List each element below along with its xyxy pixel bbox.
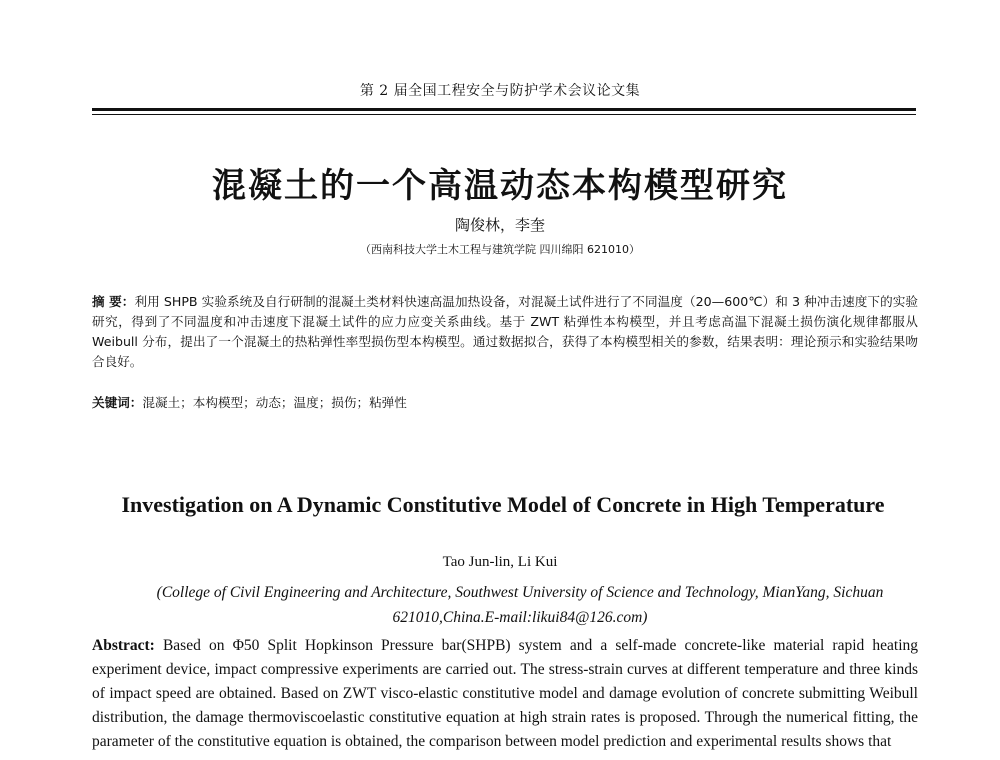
english-title: Investigation on A Dynamic Constitutive Model of Concrete in High Temperature <box>121 492 885 517</box>
english-abstract-label: Abstract: <box>92 637 155 654</box>
chinese-abstract <box>92 292 918 372</box>
english-authors: Tao Jun-lin, Li Kui <box>442 554 558 570</box>
chinese-affiliation: （西南科技大学土木工程与建筑学院 四川绵阳 621010） <box>360 243 640 256</box>
chinese-abstract-text: 利用 SHPB 实验系统及自行研制的混凝土类材料快速高温加热设备，对混凝土试件进行了不同温度（20—600℃）和 3 种冲击速度下的实验研究，得到了不同温度和冲击速度下混凝土试件的应力应变关系曲线。基于 ZWT 粘弹性本构模型，并且考虑高温下混凝土损伤演化规律都服从 Weibull 分布，提出了一个混凝土的热粘弹性率型损伤型本构模型。通过数据拟合，获得了本构模型相关的参数，结果表明：理论预示和实验结果吻合良好。 <box>92 294 918 369</box>
chinese-keywords <box>92 393 918 413</box>
chinese-authors: 陶俊林，李奎 <box>454 216 545 234</box>
chinese-keywords-label: 关键词： <box>92 395 143 410</box>
english-abstract <box>92 634 918 754</box>
chinese-abstract-label: 摘 要： <box>92 294 135 309</box>
running-header: 第 2 届全国工程安全与防护学术会议论文集 <box>359 83 641 99</box>
header-rule-thick <box>92 108 916 111</box>
english-abstract-text: Based on Φ50 Split Hopkinson Pressure bar(SHPB) system and a self-made concrete-like material rapid heating experiment device, impact compressive experiments are carried out. The stress-strain curves at different temperature and three kinds of impact speed are obtained. Based on ZWT visco-elastic constitutive model and damage evolution of concrete submitting Weibull distribution, the damage thermoviscoelastic constitutive equation at high strain rates is proposed. Through the numerical fitting, the parameter of the constitutive equation is obtained, the comparison between model prediction and experimental results shows that <box>92 637 919 750</box>
chinese-title: 混凝土的一个高温动态本构模型研究 <box>212 166 788 206</box>
english-affiliation: (College of Civil Engineering and Architecture, Southwest University of Science and Technology, MianYang, Sichuan 621010,China.E-mail:likui84@126.com) <box>156 584 884 626</box>
chinese-keywords-text: 混凝土；本构模型；动态；温度；损伤；粘弹性 <box>142 395 407 410</box>
header-rule-thin <box>92 114 916 115</box>
